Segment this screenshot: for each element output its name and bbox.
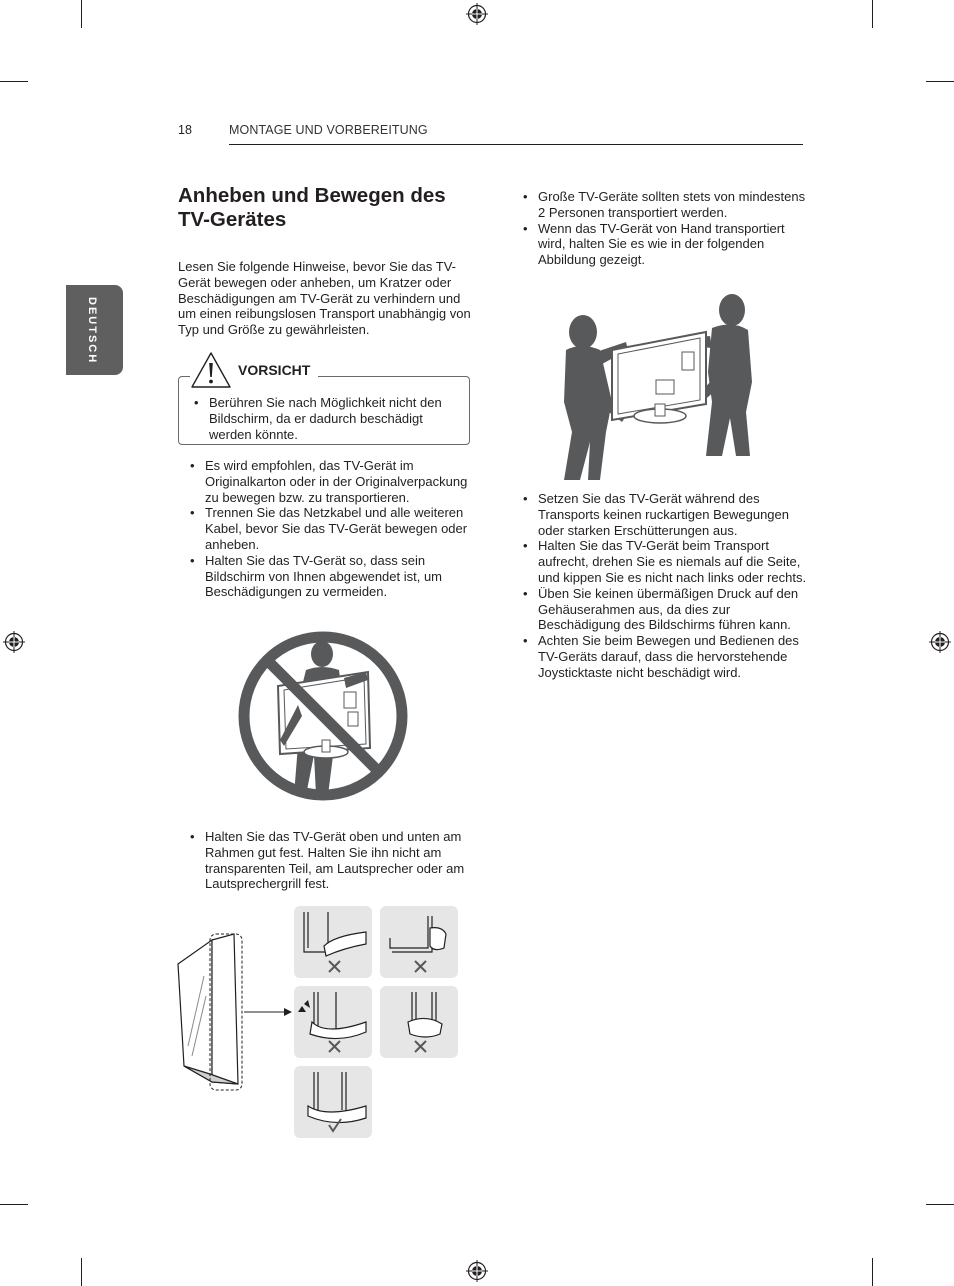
crop-mark xyxy=(872,1258,873,1286)
crop-mark xyxy=(0,81,28,82)
list-item: • Setzen Sie das TV-Gerät während des Transports keinen ruckartigen Bewegungen oder starken Erschütterungen aus. xyxy=(522,491,807,538)
registration-mark-icon xyxy=(3,631,25,653)
caution-heading xyxy=(190,350,318,390)
list-item: • Halten Sie das TV-Gerät beim Transport aufrecht, drehen Sie es niemals auf die Seite, und kippen Sie es nicht nach links oder rechts. xyxy=(522,538,807,585)
crop-mark xyxy=(926,1204,954,1205)
prohibited-carry-illustration xyxy=(236,630,410,802)
list-item: • Wenn das TV-Gerät von Hand transportiert wird, halten Sie es wie in der folgenden Abbildung gezeigt. xyxy=(522,221,807,268)
list-item: • Halten Sie das TV-Gerät so, dass sein Bildschirm von Ihnen abgewendet ist, um Beschädigungen zu vermeiden. xyxy=(189,553,474,600)
page-number: 18 xyxy=(178,123,192,137)
caution-list xyxy=(193,395,461,442)
list-item: • Berühren Sie nach Möglichkeit nicht den Bildschirm, da er dadurch beschädigt werden könnte. xyxy=(193,395,461,442)
caution-label: VORSICHT xyxy=(238,362,311,378)
language-tab xyxy=(66,285,123,375)
crop-mark xyxy=(0,1204,28,1205)
crop-mark xyxy=(926,81,954,82)
header-divider xyxy=(229,144,803,145)
bullet-list xyxy=(522,189,807,268)
registration-mark-icon xyxy=(466,3,488,25)
bullet-list xyxy=(522,491,807,681)
page-title: Anheben und Bewegen des TV-Gerätes xyxy=(178,184,446,231)
tv-grip-illustration xyxy=(176,906,466,1142)
section-title: MONTAGE UND VORBEREITUNG xyxy=(229,123,428,137)
intro-paragraph: Lesen Sie folgende Hinweise, bevor Sie das TV-Gerät bewegen oder anheben, um Kratzer oder Beschädigungen am TV-Gerät zu verhindern und um einen reibungslosen Transport unabhängig von Typ und Größe zu gewährleisten. xyxy=(178,259,471,338)
list-item: • Es wird empfohlen, das TV-Gerät im Originalkarton oder in der Originalverpackung zu bewegen bzw. zu transportieren. xyxy=(189,458,474,505)
crop-mark xyxy=(81,0,82,28)
warning-triangle-icon xyxy=(190,351,232,389)
list-item: • Achten Sie beim Bewegen und Bedienen des TV-Geräts darauf, dass die hervorstehende Joysticktaste nicht beschädigt wird. xyxy=(522,633,807,680)
bullet-list xyxy=(189,458,474,600)
two-person-carry-illustration xyxy=(560,292,756,482)
list-item: • Trennen Sie das Netzkabel und alle weiteren Kabel, bevor Sie das TV-Gerät bewegen oder anheben. xyxy=(189,505,474,552)
list-item: • Halten Sie das TV-Gerät oben und unten am Rahmen gut fest. Halten Sie ihn nicht am transparenten Teil, am Lautsprecher oder am Lautsprechergrill fest. xyxy=(189,829,474,892)
registration-mark-icon xyxy=(929,631,951,653)
language-tab-label: DEUTSCH xyxy=(86,297,98,365)
crop-mark xyxy=(81,1258,82,1286)
bullet-list xyxy=(189,829,474,892)
crop-mark xyxy=(872,0,873,28)
list-item: • Üben Sie keinen übermäßigen Druck auf den Gehäuserahmen aus, da dies zur Beschädigung des Bildschirms führen kann. xyxy=(522,586,807,633)
registration-mark-icon xyxy=(466,1260,488,1282)
list-item: • Große TV-Geräte sollten stets von mindestens 2 Personen transportiert werden. xyxy=(522,189,807,221)
